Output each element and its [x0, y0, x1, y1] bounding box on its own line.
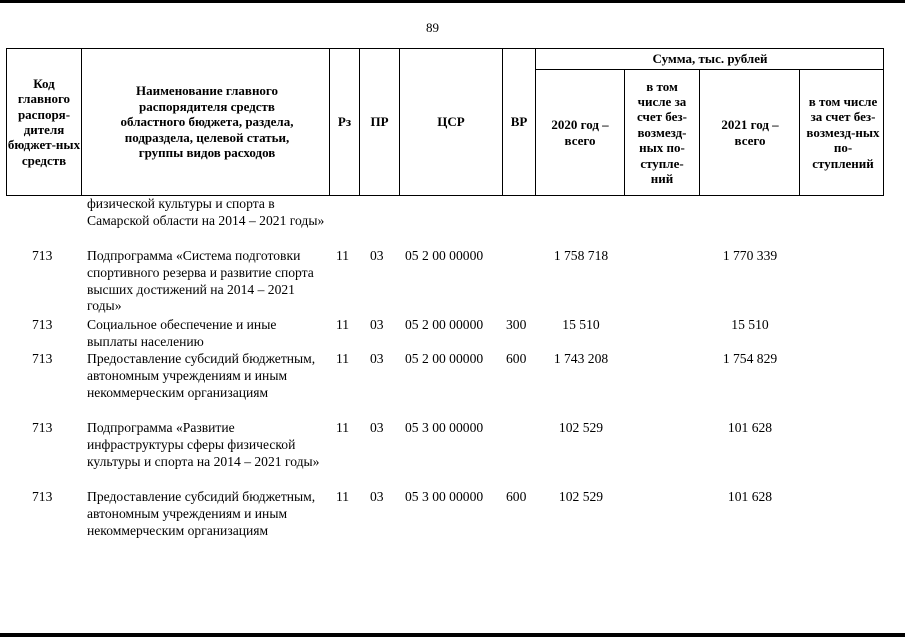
header-2021-free: в том числе за счет без-возмезд-ных по-ступлений	[806, 93, 880, 171]
divider	[699, 69, 700, 195]
cell-rz: 11	[336, 317, 350, 332]
divider	[535, 49, 536, 195]
cell-2020-total: 15 510	[562, 317, 600, 332]
cell-code: 713	[32, 351, 53, 366]
cell-2021-total: 101 628	[727, 420, 773, 435]
header-2020-free: в том числе за счет без-возмезд-ных по-ступле-ний	[637, 78, 687, 187]
cell-2021-total: 1 770 339	[722, 248, 778, 263]
cell-code: 713	[32, 489, 53, 504]
table-header	[6, 48, 884, 196]
cell-2020-total: 1 758 718	[553, 248, 609, 263]
header-rz: Рз	[337, 114, 352, 130]
cell-code: 713	[32, 317, 53, 332]
cell-csr: 05 3 00 00000	[405, 489, 484, 504]
cell-csr: 05 2 00 00000	[405, 317, 484, 332]
bottom-border	[0, 633, 905, 637]
cell-2021-total: 101 628	[727, 489, 773, 504]
cell-2020-total: 1 743 208	[553, 351, 609, 366]
cell-pr: 03	[370, 351, 384, 366]
cell-rz: 11	[336, 248, 350, 263]
cell-rz: 11	[336, 351, 350, 366]
header-2020-total: 2020 год – всего	[551, 117, 609, 148]
cell-2021-total: 1 754 829	[722, 351, 778, 366]
cell-name: Подпрограмма «Развитие инфраструктуры сферы физической культуры и спорта на 2014 – 2021 годы»	[87, 420, 320, 469]
header-vr: ВР	[510, 114, 528, 130]
cell-pr: 03	[370, 248, 384, 263]
cell-vr: 600	[506, 489, 527, 504]
cell-name: Предоставление субсидий бюджетным, автономным учреждениям и иным некоммерческим организациям	[87, 351, 316, 400]
divider	[799, 69, 800, 195]
header-sum: Сумма, тыс. рублей	[652, 51, 768, 67]
cell-rz: 11	[336, 489, 350, 504]
header-2021-total: 2021 год – всего	[721, 117, 779, 148]
cell-name: Социальное обеспечение и иные выплаты населению	[87, 317, 277, 349]
cell-name: Предоставление субсидий бюджетным, автономным учреждениям и иным некоммерческим организациям	[87, 489, 316, 538]
header-pr: ПР	[370, 114, 389, 130]
cell-vr: 300	[506, 317, 527, 332]
cell-vr: 600	[506, 351, 527, 366]
cell-pr: 03	[370, 420, 384, 435]
page-number: 89	[426, 20, 439, 35]
top-border	[0, 0, 905, 3]
cell-name: физической культуры и спорта в Самарской области на 2014 – 2021 годы»	[87, 196, 325, 228]
cell-name: Подпрограмма «Система подготовки спортивного резерва и развитие спорта высших достижений на 2014 – 2021 годы»	[87, 248, 314, 314]
cell-csr: 05 3 00 00000	[405, 420, 484, 435]
cell-rz: 11	[336, 420, 350, 435]
cell-code: 713	[32, 248, 53, 263]
cell-csr: 05 2 00 00000	[405, 248, 484, 263]
cell-pr: 03	[370, 489, 384, 504]
cell-code: 713	[32, 420, 53, 435]
divider	[81, 49, 82, 195]
cell-2021-total: 15 510	[731, 317, 769, 332]
cell-csr: 05 2 00 00000	[405, 351, 484, 366]
divider	[624, 69, 625, 195]
cell-pr: 03	[370, 317, 384, 332]
header-csr: ЦСР	[437, 114, 465, 130]
header-code: Код главного распоря-дителя бюджет-ных средств	[7, 75, 81, 168]
cell-2020-total: 102 529	[558, 489, 604, 504]
header-name: Наименование главного распорядителя средств областного бюджета, раздела, подраздела, целевой статьи, группы видов расходов	[120, 83, 294, 161]
cell-2020-total: 102 529	[558, 420, 604, 435]
